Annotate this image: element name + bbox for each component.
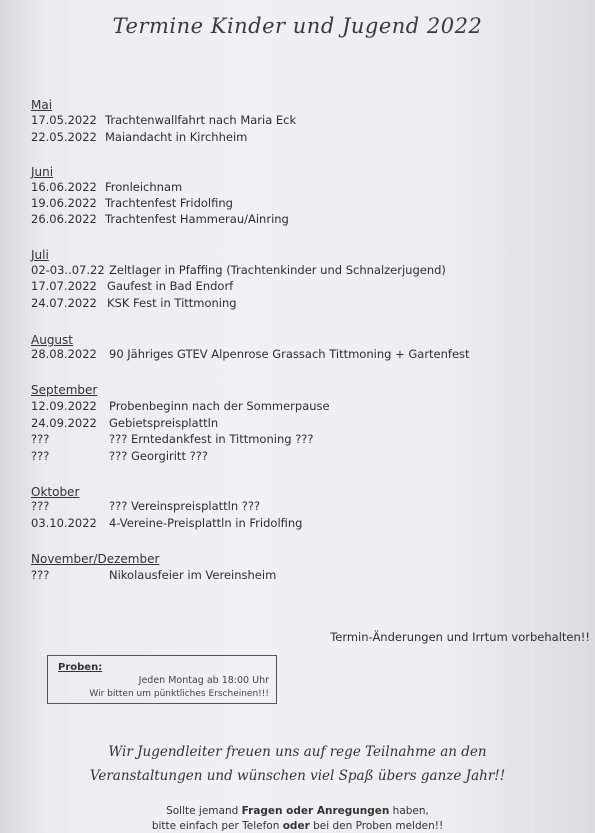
event-date: 28.08.2022	[31, 347, 97, 361]
event-title: Gebietspreisplattln	[109, 416, 219, 430]
closing-line-2: Veranstaltungen und wünschen viel Spaß übers ganze Jahr!!	[89, 768, 506, 784]
event-title: Zeltlager in Pfaffing (Trachtenkinder und Schnalzerjugend)	[109, 263, 446, 277]
event-date: 22.05.2022	[31, 130, 97, 144]
event-row	[31, 499, 491, 515]
event-row	[31, 296, 491, 312]
proben-note: Wir bitten um pünktliches Erscheinen!!!	[89, 689, 269, 699]
event-row	[31, 432, 491, 448]
event-title: 4-Vereine-Preisplattln in Fridolfing	[109, 516, 303, 530]
month-heading-november-dezember: November/Dezember	[31, 552, 160, 566]
event-row	[31, 416, 491, 432]
event-row	[31, 568, 491, 584]
event-title: KSK Fest in Tittmoning	[107, 296, 237, 310]
proben-box	[47, 655, 277, 704]
contact-line-1	[0, 805, 595, 817]
month-heading-juni: Juni	[31, 165, 54, 179]
event-date: 16.06.2022	[31, 180, 97, 194]
page-title: Termine Kinder und Jugend 2022	[112, 14, 483, 38]
event-title: 90 Jähriges GTEV Alpenrose Grassach Tittmoning + Gartenfest	[109, 347, 470, 361]
event-date: 17.07.2022	[31, 279, 97, 293]
contact-line-1-post: haben,	[389, 805, 429, 817]
event-title: Trachtenfest Fridolfing	[105, 196, 233, 210]
event-row	[31, 279, 491, 295]
event-date: ???	[31, 568, 50, 582]
event-title: Fronleichnam	[105, 180, 183, 194]
event-row	[31, 449, 491, 465]
event-row	[31, 196, 491, 212]
event-title: Maiandacht in Kirchheim	[105, 130, 248, 144]
event-title: Gaufest in Bad Endorf	[107, 279, 234, 293]
event-date: ???	[31, 432, 50, 446]
event-title: ??? Georgiritt ???	[109, 449, 208, 463]
month-heading-oktober: Oktober	[31, 485, 80, 499]
event-date: ???	[31, 449, 50, 463]
event-date: 12.09.2022	[31, 399, 97, 413]
month-heading-mai: Mai	[31, 98, 53, 112]
disclaimer-notice: Termin-Änderungen und Irrtum vorbehalten!!	[330, 630, 590, 644]
event-date: 24.07.2022	[31, 296, 97, 310]
contact-line-2	[0, 820, 595, 832]
event-row	[31, 212, 491, 228]
event-row	[31, 347, 571, 363]
event-row	[31, 130, 491, 146]
event-date: 17.05.2022	[31, 113, 97, 127]
event-row	[31, 113, 491, 129]
event-date: 03.10.2022	[31, 516, 97, 530]
event-title: ??? Erntedankfest in Tittmoning ???	[109, 432, 314, 446]
event-title: ??? Vereinspreisplattln ???	[109, 499, 261, 513]
event-row	[31, 263, 551, 279]
event-row	[31, 516, 491, 532]
month-heading-august: August	[31, 333, 73, 347]
month-heading-juli: Juli	[31, 248, 49, 262]
closing-line-1: Wir Jugendleiter freuen uns auf rege Teilnahme an den	[108, 744, 487, 760]
event-date: ???	[31, 499, 50, 513]
proben-label: Proben:	[58, 662, 103, 673]
contact-line-1-bold: Fragen oder Anregungen	[241, 805, 390, 817]
event-row	[31, 180, 491, 196]
event-date: 24.09.2022	[31, 416, 97, 430]
event-title: Probenbeginn nach der Sommerpause	[109, 399, 330, 413]
event-row	[31, 399, 491, 415]
proben-time: Jeden Montag ab 18:00 Uhr	[138, 675, 269, 686]
event-date: 02-03..07.22	[31, 263, 105, 277]
contact-line-2-pre: bitte einfach per Telefon	[151, 820, 283, 832]
month-heading-september: September	[31, 383, 98, 397]
contact-line-2-post: bei den Proben melden!!	[309, 820, 444, 832]
event-date: 26.06.2022	[31, 212, 97, 226]
event-title: Trachtenfest Hammerau/Ainring	[105, 212, 289, 226]
contact-line-1-pre: Sollte jemand	[166, 805, 242, 817]
event-date: 19.06.2022	[31, 196, 97, 210]
contact-line-2-bold: oder	[282, 820, 310, 832]
event-title: Nikolausfeier im Vereinsheim	[109, 568, 277, 582]
event-title: Trachtenwallfahrt nach Maria Eck	[105, 113, 297, 127]
